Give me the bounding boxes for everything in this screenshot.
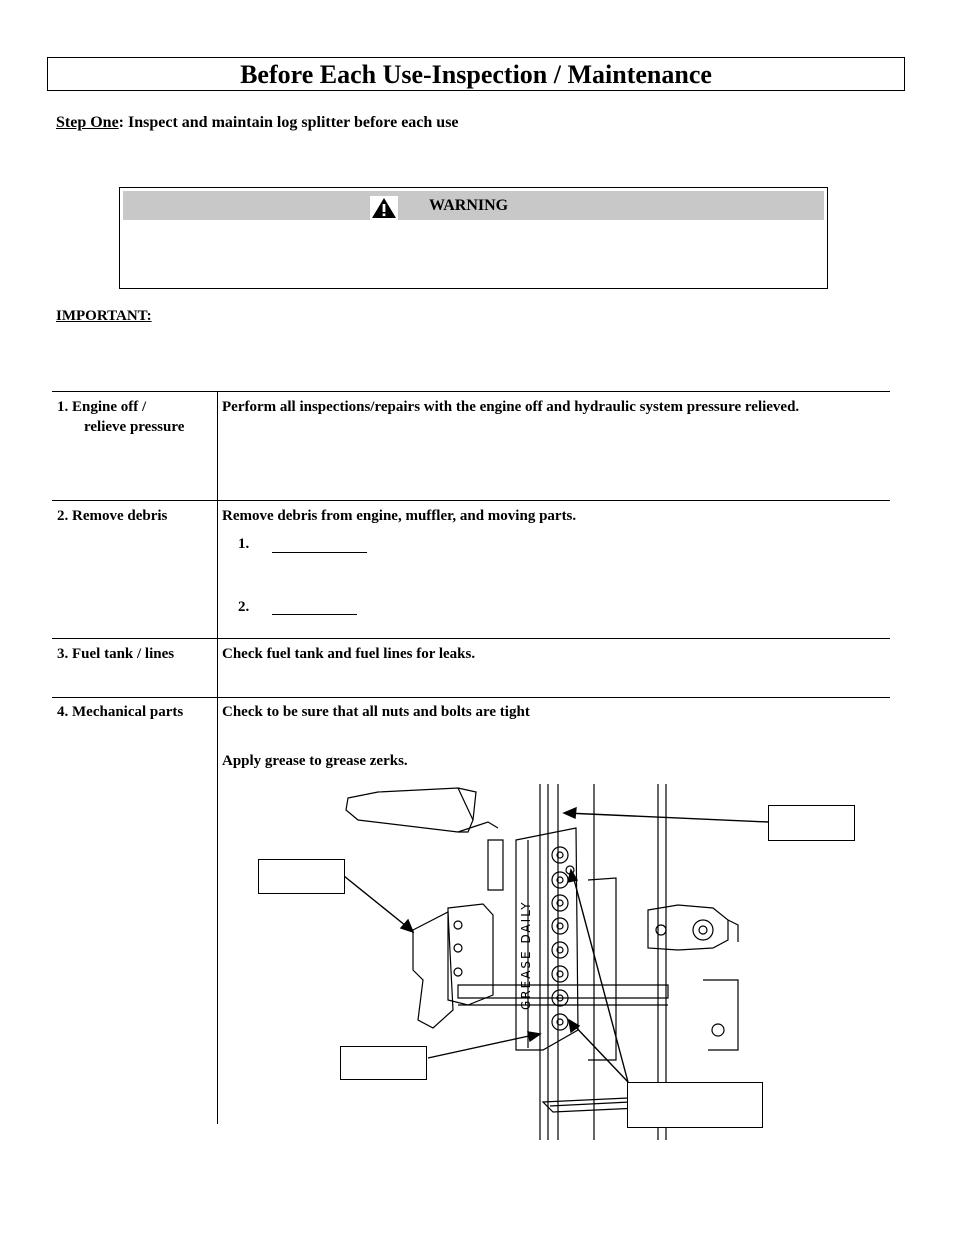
callout-box [340, 1046, 427, 1080]
step-text: : Inspect and maintain log splitter before each use [118, 114, 459, 131]
row-text: Perform all inspections/repairs with the engine off and hydraulic system pressure relieved. [222, 399, 800, 415]
callout-box [258, 859, 345, 894]
step-label: Step One [56, 114, 119, 131]
warning-header [123, 191, 824, 220]
row-label: 3. Fuel tank / lines [57, 646, 175, 662]
callout-box [768, 805, 855, 841]
row-text: Check fuel tank and fuel lines for leaks. [222, 646, 476, 662]
table-rule [52, 500, 890, 501]
callout-box [627, 1082, 763, 1128]
warning-label: WARNING [429, 197, 509, 214]
stamped-text: GREASE DAILY [519, 900, 533, 1010]
important-label [56, 308, 152, 325]
important-text: IMPORTANT [56, 308, 147, 324]
row-text-2: Apply grease to grease zerks. [222, 753, 408, 769]
row-label: 1. Engine off / [57, 399, 147, 415]
row-text: Remove debris from engine, muffler, and moving parts. [222, 508, 577, 524]
row-label: 2. Remove debris [57, 508, 168, 524]
table-rule [52, 697, 890, 698]
sub-item-number: 1. [238, 536, 250, 552]
row-label-line2: relieve pressure [84, 419, 185, 435]
sub-item-number: 2. [238, 599, 250, 615]
step-heading [56, 114, 459, 132]
row-text: Check to be sure that all nuts and bolts are tight [222, 704, 530, 720]
row-label: 4. Mechanical parts [57, 704, 184, 720]
table-rule [52, 638, 890, 639]
table-rule-top [52, 391, 890, 392]
important-colon: : [146, 308, 152, 324]
warning-triangle-icon [370, 196, 398, 220]
blank-line [272, 614, 357, 615]
warning-box [119, 187, 828, 289]
page-title: Before Each Use-Inspection / Maintenance [47, 57, 905, 91]
blank-line [272, 552, 367, 553]
table-column-divider [217, 391, 218, 1124]
